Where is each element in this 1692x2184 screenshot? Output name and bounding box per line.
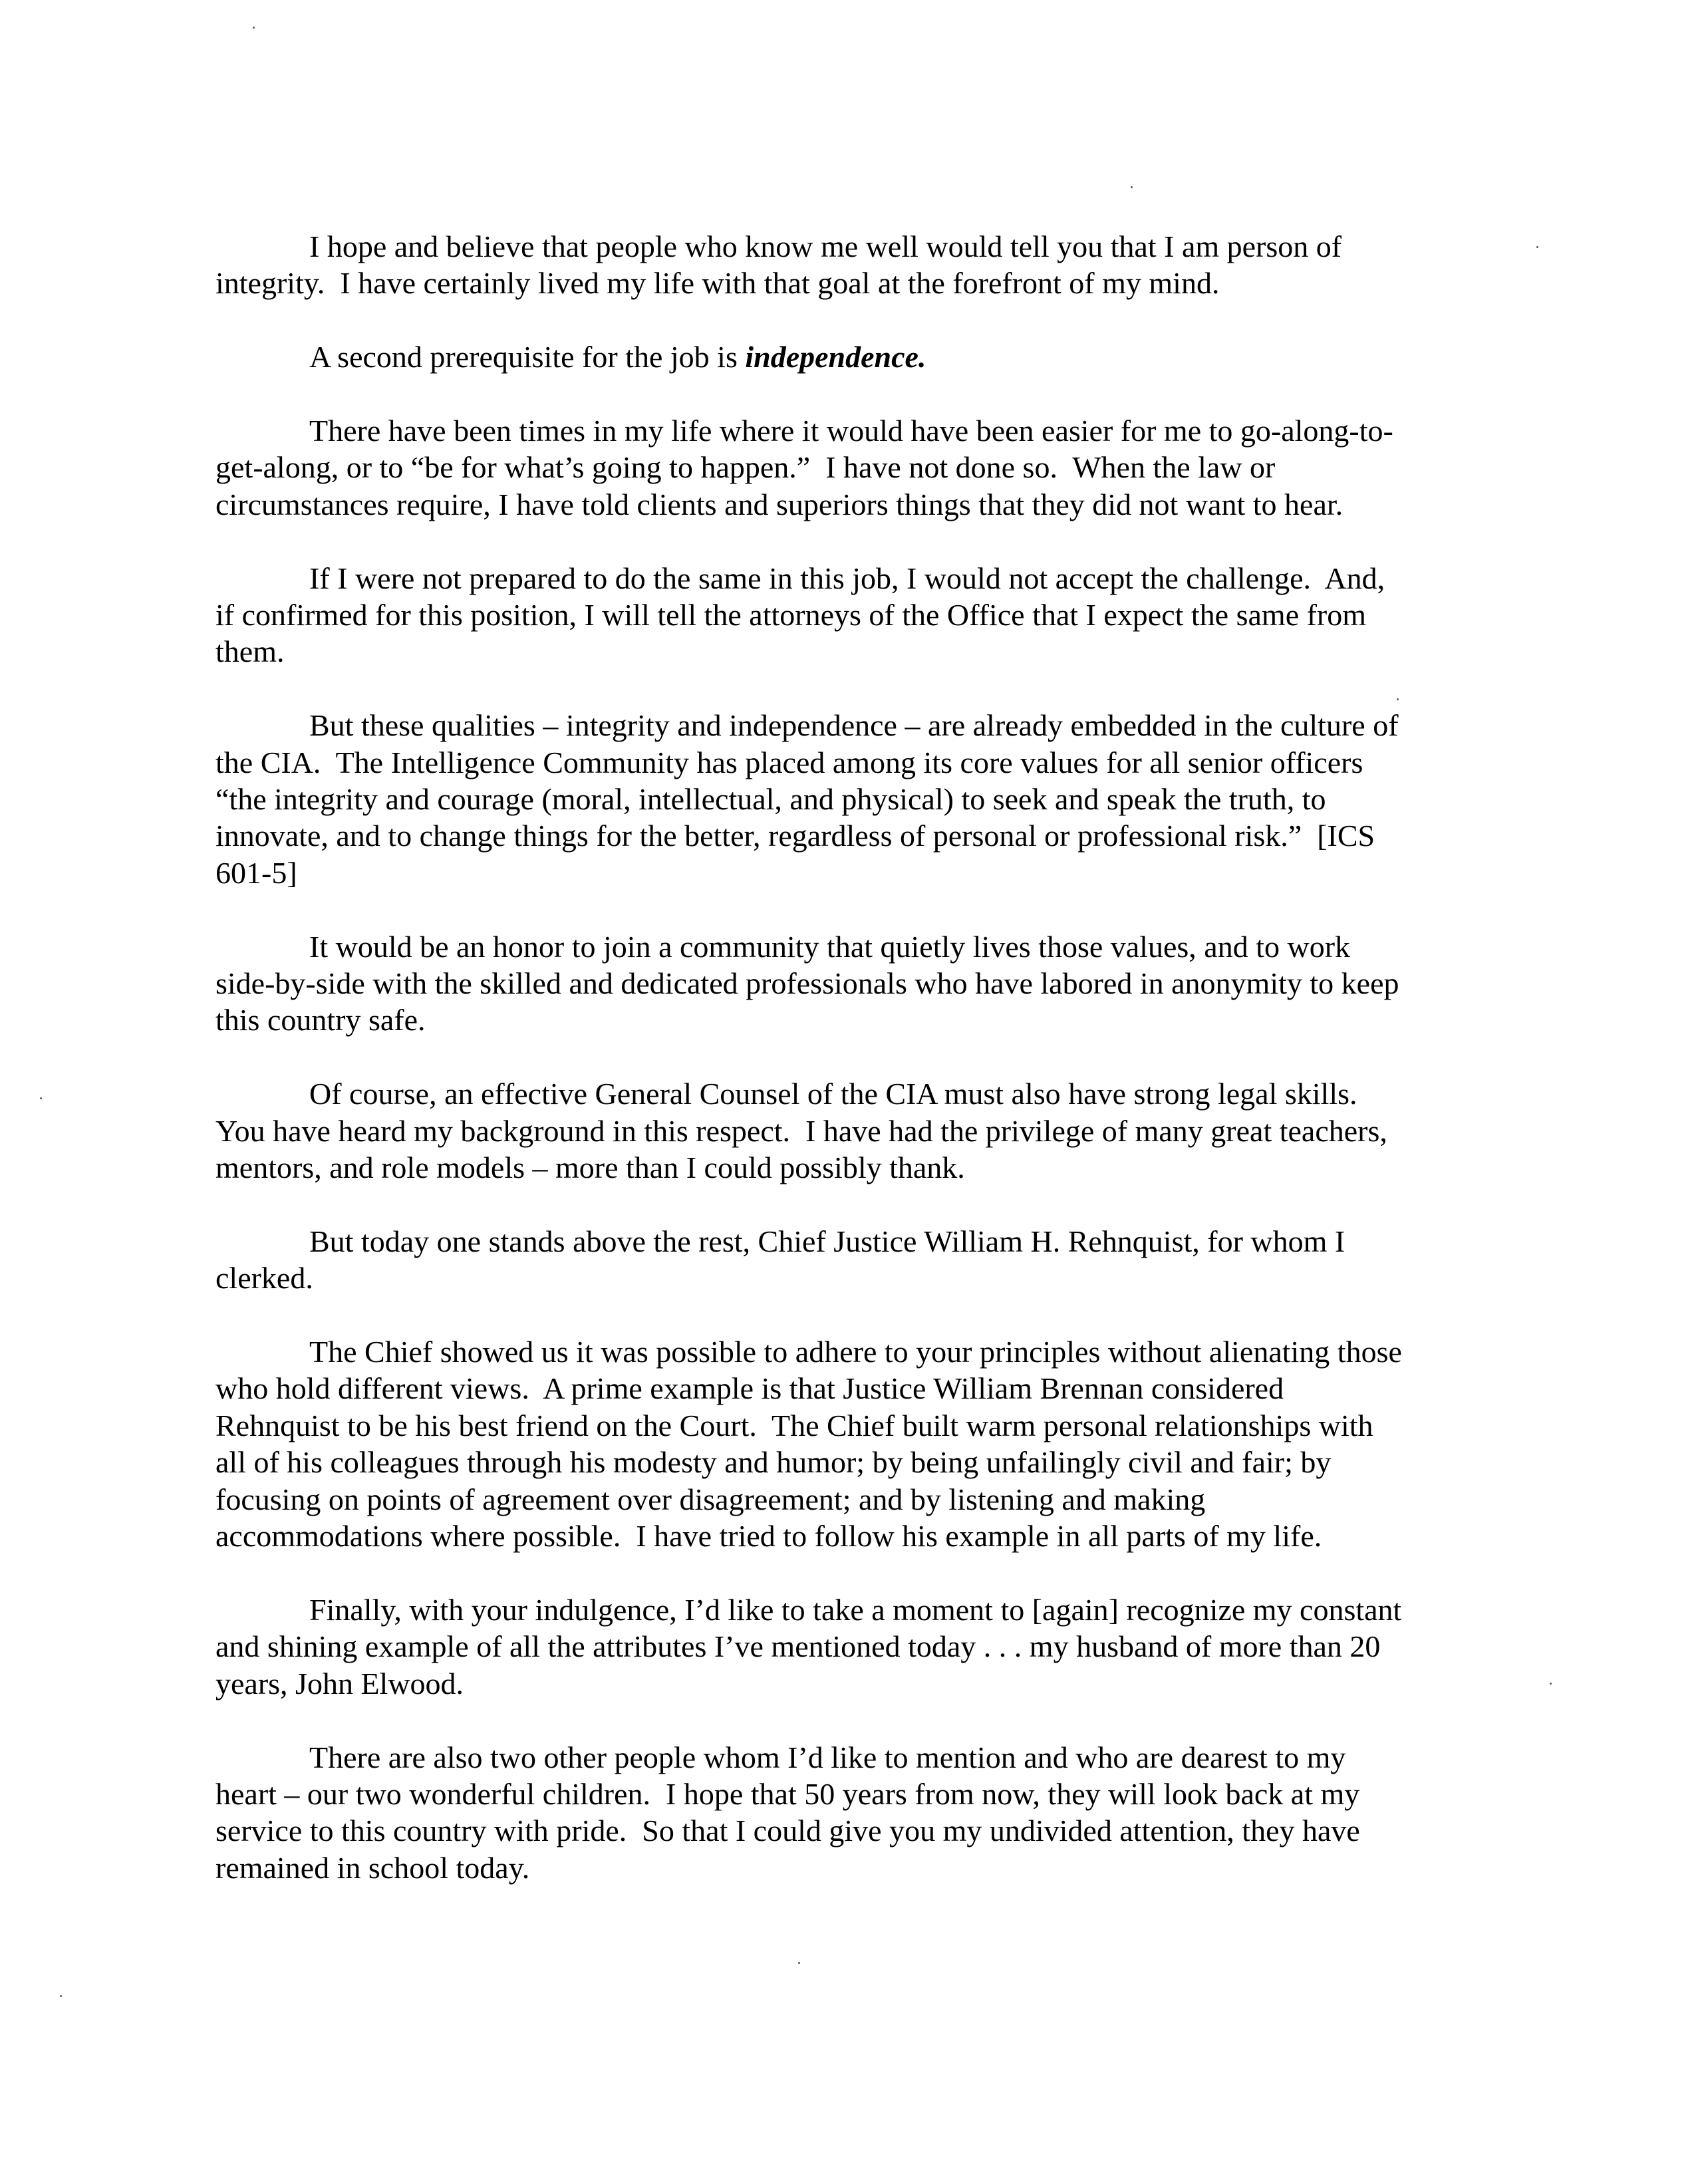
paragraph — [215, 1591, 1512, 1702]
text-line: all of his colleagues through his modesty and humor; by being unfailingly civil and fair; by — [215, 1445, 1332, 1480]
paragraph — [215, 707, 1512, 891]
text-line: integrity. I have certainly lived my life with that goal at the forefront of my mind. — [215, 266, 1220, 301]
document-page — [215, 228, 1512, 1923]
text-line: But today one stands above the rest, Chief Justice William H. Rehnquist, for whom I — [309, 1224, 1345, 1258]
text-line: I hope and believe that people who know me well would tell you that I am person of — [309, 229, 1342, 263]
text-line: “the integrity and courage (moral, intellectual, and physical) to seek and speak the truth, to — [215, 782, 1326, 817]
text-line: You have heard my background in this respect. I have had the privilege of many great teachers, — [215, 1113, 1387, 1148]
text-line: years, John Elwood. — [215, 1666, 464, 1701]
text-line: if confirmed for this position, I will tell the attorneys of the Office that I expect the same from — [215, 598, 1367, 632]
text-line: Of course, an effective General Counsel of the CIA must also have strong legal skills. — [309, 1077, 1357, 1111]
paragraph — [215, 412, 1512, 523]
paragraph — [215, 339, 1512, 375]
scan-speck — [1397, 698, 1399, 700]
text-line: But these qualities – integrity and independence – are already embedded in the culture of — [309, 708, 1399, 743]
text-line: accommodations where possible. I have tried to follow his example in all parts of my life. — [215, 1519, 1322, 1554]
text-line: who hold different views. A prime example is that Justice William Brennan considered — [215, 1371, 1284, 1406]
text-line: There are also two other people whom I’d like to mention and who are dearest to my — [309, 1740, 1346, 1774]
paragraph — [215, 1333, 1512, 1554]
paragraph — [215, 1223, 1512, 1297]
text-line: innovate, and to change things for the better, regardless of personal or professional risk.” [ICS — [215, 819, 1375, 853]
scan-speck — [798, 1962, 800, 1964]
text-line: The Chief showed us it was possible to adhere to your principles without alienating those — [309, 1335, 1402, 1369]
text-line: mentors, and role models – more than I could possibly thank. — [215, 1151, 965, 1185]
paragraph — [215, 1739, 1512, 1887]
text-line: get-along, or to “be for what’s going to happen.” I have not done so. When the law or — [215, 450, 1276, 485]
text-line: remained in school today. — [215, 1850, 530, 1885]
text-line: side-by-side with the skilled and dedicated professionals who have labored in anonymity to keep — [215, 966, 1399, 1001]
text-line: Finally, with your indulgence, I’d like to take a moment to [again] recognize my constant — [309, 1592, 1402, 1627]
text-line: circumstances require, I have told clients and superiors things that they did not want to hear. — [215, 487, 1343, 521]
text-line: 601-5] — [215, 855, 297, 890]
text-line: There have been times in my life where it would have been easier for me to go-along-to- — [309, 414, 1393, 448]
text-line: focusing on points of agreement over disagreement; and by listening and making — [215, 1482, 1206, 1516]
scan-speck — [40, 1097, 42, 1099]
scan-speck — [253, 27, 255, 29]
paragraph — [215, 1075, 1512, 1186]
text-line: service to this country with pride. So that I could give you my undivided attention, they have — [215, 1814, 1360, 1848]
text-line: If I were not prepared to do the same in this job, I would not accept the challenge. And, — [309, 561, 1385, 595]
text-line: the CIA. The Intelligence Community has placed among its core values for all senior officers — [215, 745, 1363, 779]
text-line: It would be an honor to join a community that quietly lives those values, and to work — [309, 929, 1351, 964]
text-line: and shining example of all the attributes I’ve mentioned today . . . my husband of more than 20 — [215, 1629, 1381, 1664]
paragraph — [215, 928, 1512, 1039]
paragraph — [215, 228, 1512, 302]
text-line: heart – our two wonderful children. I hope that 50 years from now, they will look back at my — [215, 1776, 1360, 1811]
text-line: clerked. — [215, 1261, 313, 1296]
text-line: them. — [215, 634, 285, 669]
scan-speck — [1550, 1683, 1552, 1685]
scan-speck — [1536, 246, 1538, 248]
scan-speck — [1131, 186, 1133, 188]
text-line: A second prerequisite for the job is — [309, 340, 746, 374]
scan-speck — [60, 1995, 62, 1997]
text-line: Rehnquist to be his best friend on the Court. The Chief built warm personal relationships with — [215, 1408, 1373, 1442]
text-line: this country safe. — [215, 1003, 426, 1037]
emphasized-word: independence. — [745, 340, 926, 374]
paragraph — [215, 560, 1512, 670]
